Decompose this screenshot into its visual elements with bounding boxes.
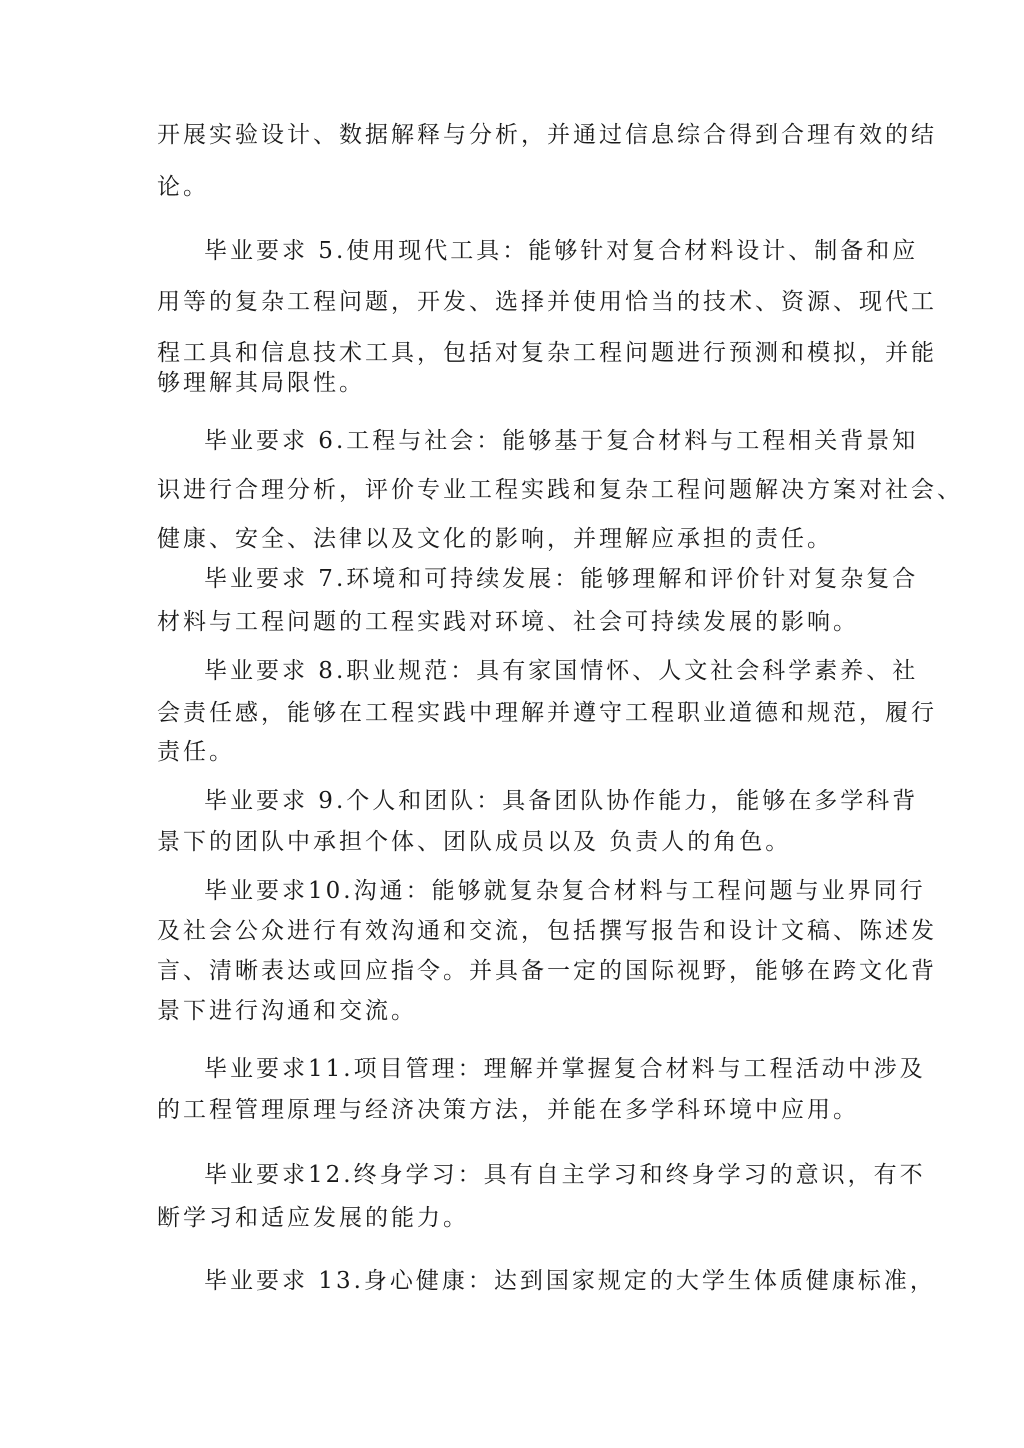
paragraph-line: 识进行合理分析，评价专业工程实践和复杂工程问题解决方案对社会、 [157, 477, 963, 503]
paragraph-line: 断学习和适应发展的能力。 [157, 1205, 469, 1231]
requirement-8-line-1: 毕业要求 8.职业规范：具有家国情怀、人文社会科学素养、社 [204, 658, 919, 684]
paragraph-line: 言、清晰表达或回应指令。并具备一定的国际视野，能够在跨文化背 [157, 958, 937, 984]
paragraph-line: 开展实验设计、数据解释与分析，并通过信息综合得到合理有效的结 [157, 122, 937, 148]
paragraph-line: 程工具和信息技术工具，包括对复杂工程问题进行预测和模拟，并能 [157, 340, 937, 366]
paragraph-line: 论。 [157, 174, 209, 200]
paragraph-line: 责任。 [157, 739, 235, 765]
paragraph-line: 的工程管理原理与经济决策方法，并能在多学科环境中应用。 [157, 1097, 859, 1123]
requirement-7-line-1: 毕业要求 7.环境和可持续发展：能够理解和评价针对复杂复合 [204, 566, 919, 592]
requirement-12-line-1: 毕业要求12.终身学习：具有自主学习和终身学习的意识，有不 [204, 1162, 926, 1188]
paragraph-line: 景下的团队中承担个体、团队成员以及 负责人的角色。 [157, 829, 792, 855]
paragraph-line: 会责任感，能够在工程实践中理解并遵守工程职业道德和规范，履行 [157, 700, 937, 726]
paragraph-line: 材料与工程问题的工程实践对环境、社会可持续发展的影响。 [157, 609, 859, 635]
requirement-10-line-1: 毕业要求10.沟通：能够就复杂复合材料与工程问题与业界同行 [204, 878, 926, 904]
requirement-9-line-1: 毕业要求 9.个人和团队：具备团队协作能力，能够在多学科背 [204, 788, 919, 814]
paragraph-line: 够理解其局限性。 [157, 370, 365, 396]
paragraph-line: 用等的复杂工程问题，开发、选择并使用恰当的技术、资源、现代工 [157, 289, 937, 315]
paragraph-line: 景下进行沟通和交流。 [157, 998, 417, 1024]
requirement-11-line-1: 毕业要求11.项目管理：理解并掌握复合材料与工程活动中涉及 [204, 1056, 926, 1082]
requirement-5-line-1: 毕业要求 5.使用现代工具：能够针对复合材料设计、制备和应 [204, 238, 919, 264]
requirement-6-line-1: 毕业要求 6.工程与社会：能够基于复合材料与工程相关背景知 [204, 428, 919, 454]
requirement-13-line-1: 毕业要求 13.身心健康：达到国家规定的大学生体质健康标准， [204, 1268, 936, 1294]
paragraph-line: 健康、安全、法律以及文化的影响，并理解应承担的责任。 [157, 526, 833, 552]
paragraph-line: 及社会公众进行有效沟通和交流，包括撰写报告和设计文稿、陈述发 [157, 918, 937, 944]
